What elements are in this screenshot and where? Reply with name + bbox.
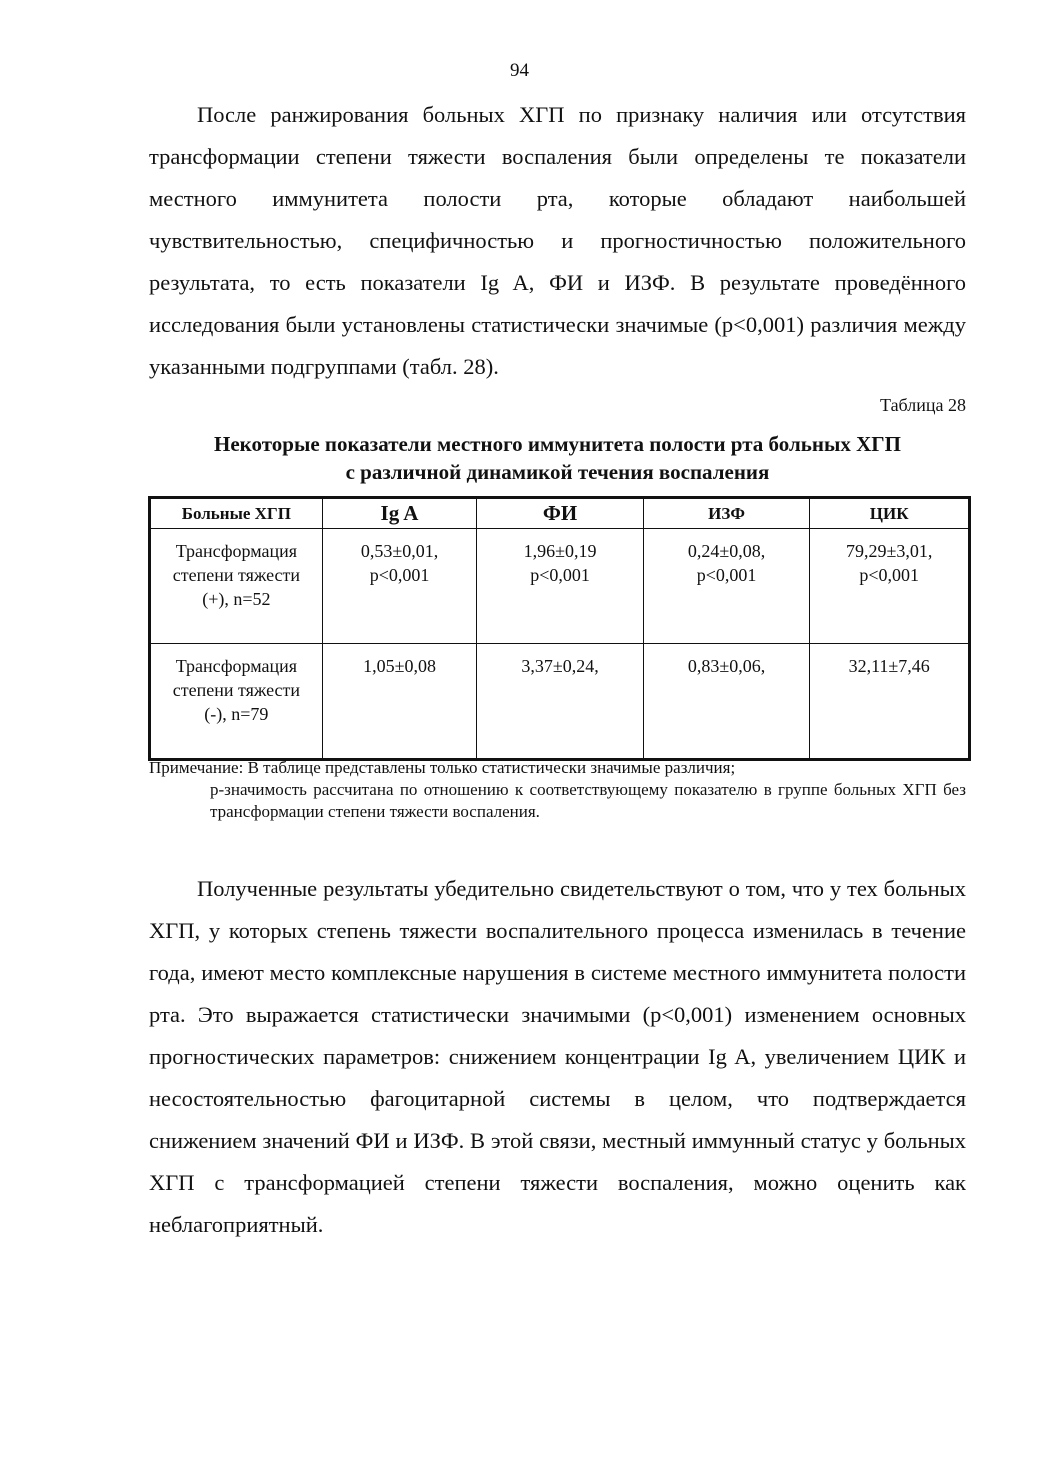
row-group-label	[150, 529, 323, 644]
table-note	[149, 757, 966, 823]
row-group-line: (+), n=52	[202, 589, 271, 609]
cell-value: 0,24±0,08,	[687, 541, 766, 561]
table-row	[150, 529, 970, 644]
cell-value: 1,05±0,08	[363, 656, 436, 676]
table-header-row	[150, 498, 970, 529]
table-title-line-2: с различной динамикой течения воспаления	[345, 460, 770, 484]
cell-value: 0,83±0,06,	[687, 656, 766, 676]
cell-fi	[477, 644, 644, 760]
cell-iga	[322, 529, 477, 644]
cell-value: 0,53±0,01,	[360, 541, 439, 561]
table-label: Таблица 28	[880, 395, 966, 415]
row-group-line: Трансформация	[175, 656, 298, 676]
cell-fi	[477, 529, 644, 644]
table-note-line-1: Примечание: В таблице представлены только статистически значимые различия;	[149, 758, 736, 777]
cell-pvalue: р<0,001	[859, 565, 919, 585]
cell-cik	[810, 529, 970, 644]
cell-cik	[810, 644, 970, 760]
table-row	[150, 644, 970, 760]
results-table	[148, 496, 971, 761]
table-note-rest: р-значимость рассчитана по отношению к соответствующему показателю в группе больных ХГП без трансформации степени тяжести воспаления.	[210, 780, 966, 821]
row-group-line: степени тяжести	[172, 565, 300, 585]
header-cik: ЦИК	[810, 498, 970, 529]
table-title	[149, 430, 966, 486]
header-iga: Ig A	[322, 498, 477, 529]
cell-pvalue: р<0,001	[696, 565, 757, 585]
header-fi: ФИ	[477, 498, 644, 529]
header-group: Больные ХГП	[150, 498, 323, 529]
cell-value: 79,29±3,01,	[845, 541, 933, 561]
cell-izf	[643, 644, 810, 760]
row-group-line: Трансформация	[175, 541, 298, 561]
table-title-line-1: Некоторые показатели местного иммунитета полости рта больных ХГП	[214, 432, 901, 456]
cell-value: 3,37±0,24,	[521, 656, 599, 676]
paragraph-intro: После ранжирования больных ХГП по признаку наличия или отсутствия трансформации степени тяжести воспаления были определены те показатели местного иммунитета полости рта, которые обладают наибольшей чувствительностью, специфичностью и прогностичностью положительного результата, то есть показатели Ig A, ФИ и ИЗФ. В результате проведённого исследования были установлены статистически значимые (р<0,001) различия между указанными подгруппами (табл. 28).	[149, 102, 966, 379]
paragraph-conclusion: Полученные результаты убедительно свидетельствуют о том, что у тех больных ХГП, у которых степень тяжести воспалительного процесса изменилась в течение года, имеют место комплексные нарушения в системе местного иммунитета полости рта. Это выражается статистически значимыми (р<0,001) изменением основных прогностических параметров: снижением концентрации Ig A, увеличением ЦИК и несостоятельностью фагоцитарной системы в целом, что подтверждается снижением значений ФИ и ИЗФ. В этой связи, местный иммунный статус у больных ХГП с трансформацией степени тяжести воспаления, можно оценить как неблагоприятный.	[149, 876, 966, 1237]
row-group-line: степени тяжести	[172, 680, 300, 700]
row-group-label	[150, 644, 323, 760]
cell-pvalue: р<0,001	[369, 565, 430, 585]
page-number: 94	[510, 60, 529, 81]
cell-value: 32,11±7,46	[848, 656, 930, 676]
cell-izf	[643, 529, 810, 644]
cell-pvalue: р<0,001	[530, 565, 590, 585]
cell-value: 1,96±0,19	[523, 541, 597, 561]
header-izf: ИЗФ	[643, 498, 810, 529]
row-group-line: (-), n=79	[204, 704, 269, 724]
cell-iga	[322, 644, 477, 760]
